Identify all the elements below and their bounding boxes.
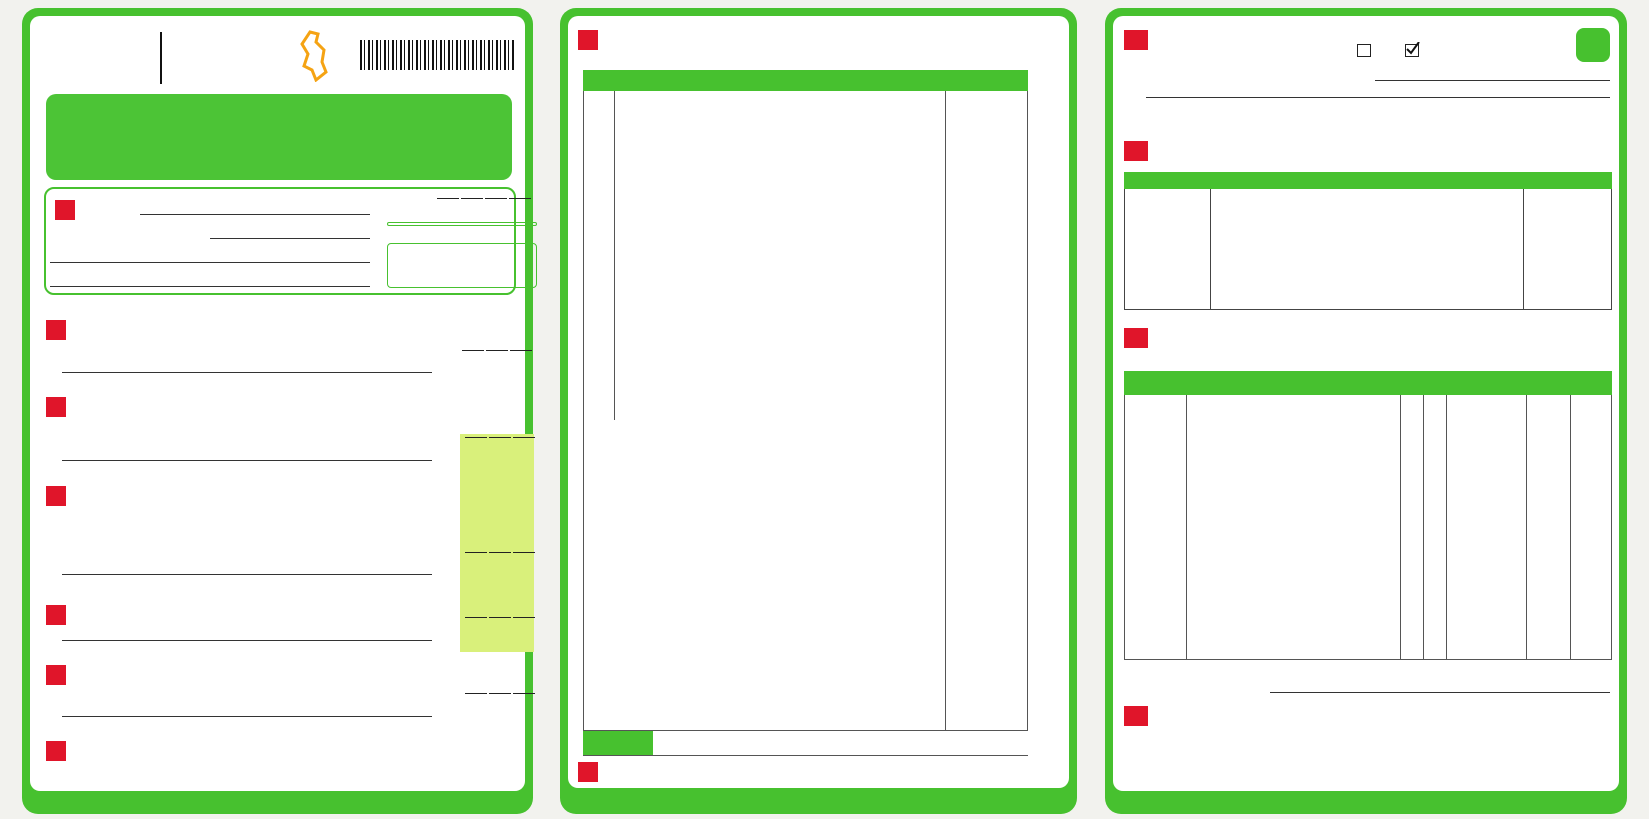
section-4-title xyxy=(46,486,441,510)
describa-line-2 xyxy=(1146,97,1610,98)
casilla-underline-3 xyxy=(50,286,370,287)
total-label xyxy=(583,731,653,755)
casilla-underline-1 xyxy=(210,238,370,239)
rep-table-header xyxy=(1124,371,1612,395)
section-10-title xyxy=(1124,30,1554,54)
section-7-text xyxy=(46,741,466,765)
section-1-municipio xyxy=(55,200,79,223)
header-divider xyxy=(160,32,162,84)
section-2-letra-line xyxy=(62,372,432,373)
mesa-firma-divider xyxy=(1523,189,1524,310)
section-4-digits xyxy=(465,552,535,553)
section-5-title xyxy=(46,605,466,629)
rep-divider-firma xyxy=(1446,395,1447,660)
firmo-protesta-line xyxy=(1270,692,1610,693)
tipo-casilla-label xyxy=(387,222,537,226)
section-6-letra-line xyxy=(62,716,432,717)
rep-divider-p xyxy=(1400,395,1401,660)
section-4-letra-line xyxy=(62,574,432,575)
section-2-title xyxy=(46,320,466,344)
mesa-table-header xyxy=(1124,172,1612,189)
mesa-table-frame xyxy=(1124,189,1612,310)
total-row-border xyxy=(583,755,1028,756)
seccion-digits xyxy=(437,198,531,199)
mesa-cargo-divider xyxy=(1210,189,1211,310)
si-checkbox[interactable] xyxy=(1357,44,1371,57)
section-3-digits xyxy=(465,437,535,438)
rep-divider-logo xyxy=(1186,395,1187,660)
barcode-icon xyxy=(360,40,515,70)
section-3-title xyxy=(46,397,476,421)
section-11-title xyxy=(1124,141,1609,165)
page-number-badge xyxy=(1576,28,1610,62)
casilla-underline-2 xyxy=(50,262,370,263)
title-banner xyxy=(46,94,512,180)
no-checkbox[interactable] xyxy=(1405,44,1419,57)
section-3-letra-line xyxy=(62,460,432,461)
section-1-number xyxy=(55,200,75,220)
section-6-digits xyxy=(465,693,535,694)
section-13-title xyxy=(1124,706,1609,730)
results-number-col-divider xyxy=(945,91,946,731)
section-6-title xyxy=(46,665,466,702)
rep-divider-protesta-2 xyxy=(1570,395,1571,660)
municipio-line xyxy=(140,214,370,215)
checkmark-icon xyxy=(1406,42,1420,55)
results-table-header xyxy=(583,70,1028,91)
section-9-text xyxy=(578,762,1058,786)
nuevo-leon-map-icon xyxy=(300,30,328,82)
rep-divider-s xyxy=(1423,395,1424,660)
section-12-title xyxy=(1124,328,1609,352)
section-5-digits xyxy=(465,617,535,618)
rep-table-frame xyxy=(1124,395,1612,660)
section-2-digits xyxy=(462,350,532,351)
section-5-letra-line xyxy=(62,640,432,641)
sum-column-highlight xyxy=(460,434,534,652)
tipo-casilla-value xyxy=(387,243,537,288)
results-logo-col-divider xyxy=(614,91,615,420)
rep-divider-protesta xyxy=(1526,395,1527,660)
protest-boxes xyxy=(1124,741,1612,759)
describa-line-1 xyxy=(1375,80,1610,81)
acta-sipre-stamp xyxy=(700,182,930,192)
